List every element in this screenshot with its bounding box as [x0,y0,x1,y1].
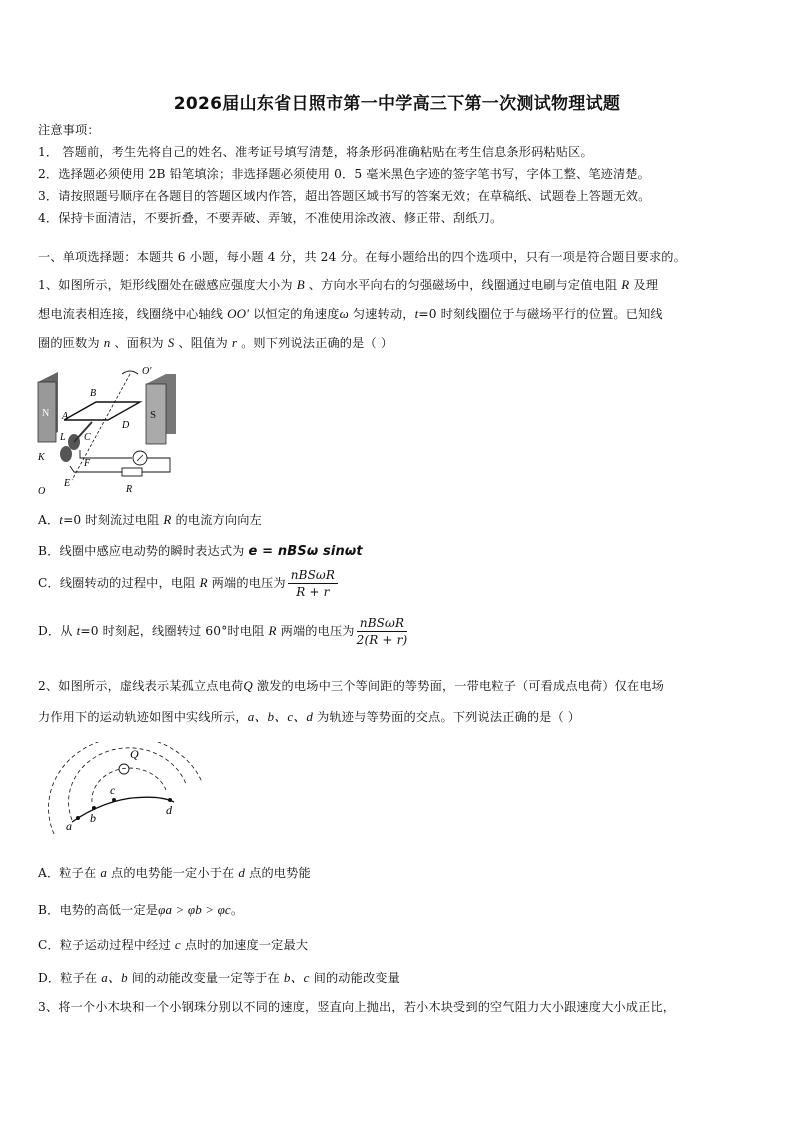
q2-fig-label-d: d [166,803,172,817]
notice-item: 3．请按照题号顺序在各题目的答题区域内作答，超出答题区域书写的答案无效；在草稿纸、试题卷上答题无效。 [38,189,651,203]
page-title: 2026届山东省日照市第一中学高三下第一次测试物理试题 [173,94,621,114]
q1-option-d: D．从 t=0 时刻起，线圈转过 60°时电阻 R 两端的电压为 $\frac{\text{nBSωR}}{2(R + r)}$ [38,616,408,647]
q1-fig-label-B: B [90,388,97,399]
q2-stem-line1: 2、如图所示，虚线表示某孤立点电荷Q 激发的电场中三个等间距的等势面，一带电粒子（可看成点电荷）仅在电场 [38,678,665,693]
q1-fig-label-D: D [122,420,130,431]
q1-fig-label-A: A [62,411,69,422]
notice-item: 1． 答题前，考生先将自己的姓名、准考证号填写清楚，将条形码准确粘贴在考生信息条形码粘贴区。 [38,145,593,159]
notice-item: 2．选择题必须使用 2B 铅笔填涂；非选择题必须使用 0．5 毫米黑色字迹的签字笔书写，字体工整、笔迹清楚。 [38,167,651,181]
notice-heading: 注意事项： [38,123,100,137]
q2-equipotential-figure [42,742,212,836]
q1-fig-label-F: F [84,458,91,469]
q2-fig-label-c: c [110,783,116,797]
q1-fig-label-Oprime: O′ [142,366,152,377]
q1-fig-label-C: C [84,432,91,443]
notice-item: 4．保持卡面清洁，不要折叠，不要弄破、弄皱，不准使用涂改液、修正带、刮纸刀。 [38,211,503,225]
q1-stem-line1: 1、如图所示，矩形线圈处在磁感应强度大小为 B 、方向水平向右的匀强磁场中，线圈通过电刷与定值电阻 R 及理 [38,277,659,292]
q3-stem-line1: 3、将一个小木块和一个小钢珠分别以不同的速度，竖直向上抛出，若小木块受到的空气阻力大小跟速度大小成正比， [38,1000,676,1014]
q1-option-c: C．线圈转动的过程中，电阻 R 两端的电压为 $\frac{\text{nBSωR}}{R + r}$ [38,568,338,599]
q2-option-b: B．电势的高低一定是φa > φb > φc。 [38,902,244,917]
q1-generator-figure [34,362,184,500]
q2-fig-label-Q: Q [130,747,139,761]
q1-option-c-fraction: $\frac{\text{nBSωR}}{R + r}$ [288,568,338,599]
q2-stem-line2: 力作用下的运动轨迹如图中实线所示，a、b、c、d 为轨迹与等势面的交点。下列说法正确的是（ ） [38,709,581,724]
q2-fig-label-a: a [66,819,72,833]
q2-fig-label-b: b [90,811,96,825]
q2-option-c: C．粒子运动过程中经过 c 点时的加速度一定最大 [38,937,309,952]
q1-fig-label-N: N [42,408,50,419]
q1-fig-label-L: L [60,432,66,443]
q1-fig-label-K: K [38,452,45,463]
q1-option-d-fraction: $\frac{\text{nBSωR}}{2(R + r)}$ [356,616,408,647]
q1-fig-label-E: E [64,478,71,489]
q2-option-d: D．粒子在 a、b 间的动能改变量一定等于在 b、c 间的动能改变量 [38,970,400,985]
q1-option-a: A．t=0 时刻流过电阻 R 的电流方向向左 [38,512,262,527]
q1-fig-label-S: S [150,409,157,421]
q1-fig-label-O: O [38,486,46,497]
q1-stem-line3: 圈的匝数为 n 、面积为 S 、阻值为 r 。则下列说法正确的是（ ） [38,335,394,350]
q2-option-a: A．粒子在 a 点的电势能一定小于在 d 点的电势能 [38,865,311,880]
q1-fig-label-R: R [126,484,133,495]
q1-option-b: B．线圈中感应电动势的瞬时表达式为 e = nBSω sinωt [38,544,363,559]
q1-stem-line2: 想电流表相连接，线圈绕中心轴线 OO′ 以恒定的角速度ω 匀速转动，t=0 时刻线圈位于与磁场平行的位置。已知线 [38,306,663,321]
section-heading: 一、单项选择题：本题共 6 小题，每小题 4 分，共 24 分。在每小题给出的四个选项中，只有一项是符合题目要求的。 [38,250,686,264]
